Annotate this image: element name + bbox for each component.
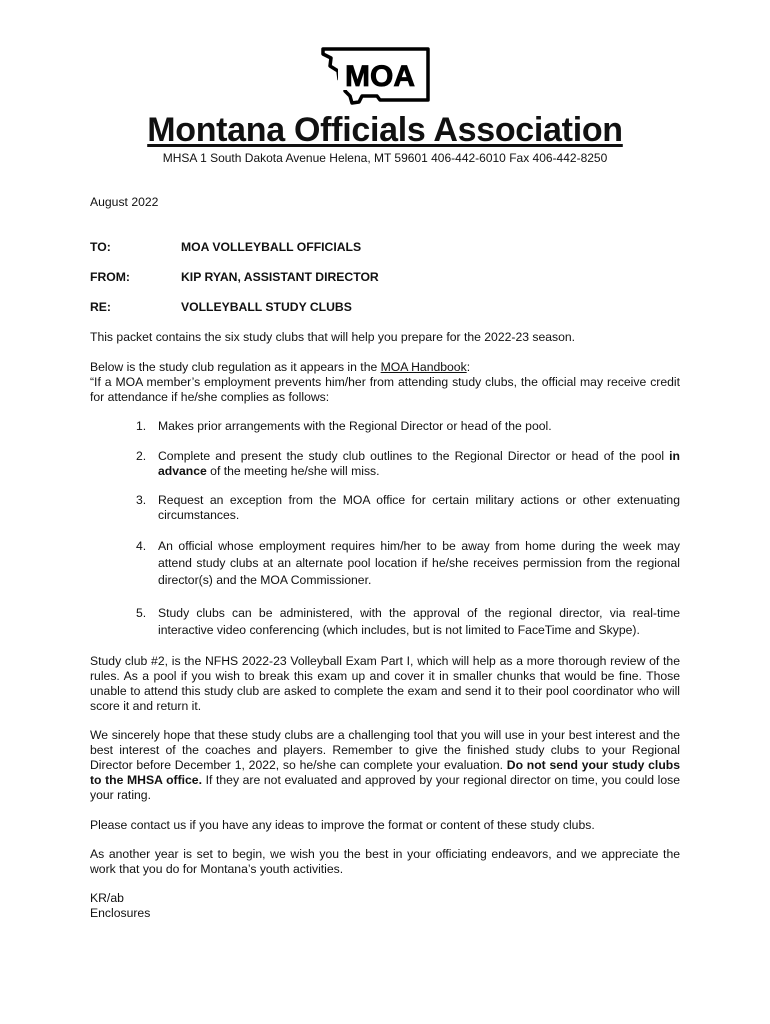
contact-paragraph: Please contact us if you have any ideas to improve the format or content of these study clubs. (90, 818, 595, 832)
list-item (136, 538, 680, 589)
regulation-lead (90, 360, 680, 375)
list-text (158, 449, 680, 479)
list-item (136, 449, 680, 479)
memo-from-value: KIP RYAN, ASSISTANT DIRECTOR (181, 270, 379, 284)
hope-paragraph (90, 728, 680, 803)
list-number: 5. (136, 606, 147, 620)
memo-to-value: MOA VOLLEYBALL OFFICIALS (181, 240, 362, 254)
list-text-bold: in advance (158, 449, 680, 478)
list-item (136, 419, 680, 434)
letter-date: August 2022 (90, 195, 159, 209)
enclosures-label: Enclosures (90, 906, 151, 920)
hope-text: We sincerely hope that these study clubs are a challenging tool that you will use in your best interest and the best interest of the coaches and players. Remember to give the finished study clubs to your Regional Director before December 1, 2022, so he/she can complete your evaluation. (90, 728, 680, 772)
memo-from-label: FROM: (90, 270, 130, 284)
list-item (136, 493, 680, 523)
memo-re-value: VOLLEYBALL STUDY CLUBS (181, 300, 352, 314)
hope-text-after: If they are not evaluated and approved by your regional director on time, you could lose your rating. (90, 773, 681, 802)
list-item (136, 605, 680, 639)
intro-paragraph: This packet contains the six study clubs that will help you prepare for the 2022-23 season. (90, 330, 576, 344)
address-line: MHSA 1 South Dakota Avenue Helena, MT 59601 406-442-6010 Fax 406-442-8250 (162, 151, 608, 165)
list-text-part: of the meeting he/she will miss. (206, 464, 380, 478)
regulation-lead-text: Below is the study club regulation as it appears in the (90, 360, 381, 374)
signature-initials: KR/ab (90, 891, 124, 905)
hope-bold-text: Do not send your study clubs to the MHSA office. (90, 758, 680, 787)
list-text: Study clubs can be administered, with the approval of the regional director, via real-time interactive video conferencing (which includes, but is not limited to FaceTime and Skype). (158, 606, 680, 637)
list-text-part: Complete and present the study club outlines to the Regional Director or head of the pool (158, 449, 670, 463)
list-number: 3. (136, 493, 147, 507)
closing-paragraph: As another year is set to begin, we wish you the best in your officiating endeavors, and we appreciate the work that you do for Montana’s youth activities. (90, 847, 680, 876)
moa-logo (320, 46, 430, 110)
list-text: Request an exception from the MOA office for certain military actions or other extenuating circumstances. (158, 493, 680, 522)
moa-handbook-link[interactable]: MOA Handbook (380, 360, 467, 374)
montana-outline-icon (320, 46, 430, 110)
memo-to-label: TO: (90, 240, 111, 254)
regulation-quote: “If a MOA member’s employment prevents him/her from attending study clubs, the official may receive credit for attendance if he/she complies as follows: (90, 375, 680, 404)
page-title: Montana Officials Association (147, 111, 623, 149)
list-number: 2. (136, 449, 147, 463)
regulation-paragraph (90, 360, 680, 405)
logo-text: MOA (345, 60, 415, 93)
list-number: 4. (136, 539, 147, 553)
list-text: An official whose employment requires him/her to be away from home during the week may attend study clubs at an alternate pool location if he/she receives permission from the regional director(s) and the MOA Commissioner. (158, 539, 680, 587)
list-text: Makes prior arrangements with the Regional Director or head of the pool. (158, 419, 552, 433)
memo-re-label: RE: (90, 300, 111, 314)
list-number: 1. (136, 419, 147, 433)
regulation-lead-colon: : (466, 360, 471, 374)
study-club-paragraph: Study club #2, is the NFHS 2022-23 Volleyball Exam Part I, which will help as a more thorough review of the rules. As a pool if you wish to break this exam up and cover it in smaller chunks that would be fine. Those unable to attend this study club are asked to complete the exam and send it to their pool coordinator who will score it and return it. (90, 654, 680, 713)
